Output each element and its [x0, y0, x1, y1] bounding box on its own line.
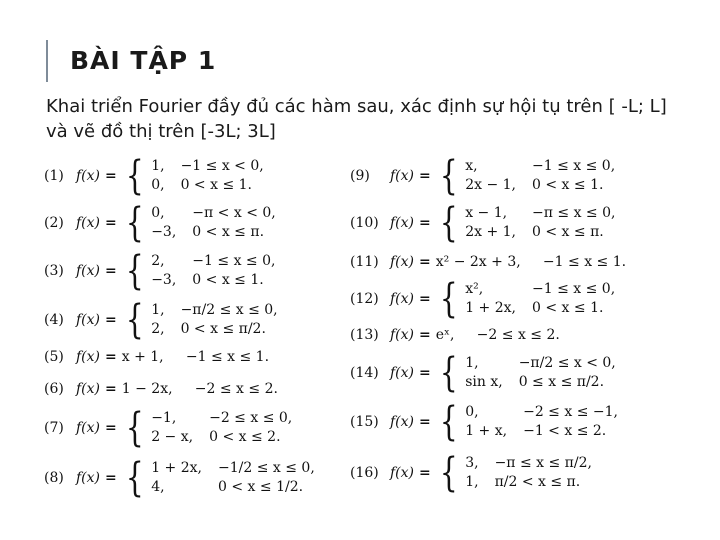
case-expression: 3,: [465, 455, 479, 471]
case-condition: 0 < x ≤ 1/2.: [218, 479, 304, 495]
function-lhs: [390, 465, 436, 481]
single-expression: 1 − 2x, −2 ≤ x ≤ 2.: [121, 381, 278, 397]
function-lhs: [76, 420, 122, 436]
case-expression: 2x − 1,: [465, 177, 516, 193]
case-expression: 2x + 1,: [465, 224, 516, 240]
exercise-item: [44, 403, 374, 453]
case-condition: 0 ≤ x ≤ π/2.: [518, 374, 605, 390]
left-brace-icon: {: [125, 297, 144, 343]
equals-sign: =: [105, 381, 117, 397]
case-condition: −1 ≤ x < 0,: [180, 158, 264, 174]
exercise-number: (6): [44, 381, 64, 397]
exercise-number: (9): [350, 168, 370, 184]
single-expression: eˣ, −2 ≤ x ≤ 2.: [435, 327, 560, 343]
function-lhs: [76, 168, 122, 184]
piecewise-cases: [151, 157, 264, 195]
case-expression: 1,: [465, 474, 479, 490]
case-expression: 2 − x,: [151, 429, 194, 445]
left-brace-icon: {: [439, 399, 458, 445]
exercise-number: (5): [44, 349, 64, 365]
case-expression: x,: [465, 158, 478, 174]
left-brace-icon: {: [439, 450, 458, 496]
function-name: f(x): [76, 381, 101, 397]
exercise-number: (4): [44, 312, 64, 328]
exercise-number: (10): [350, 215, 379, 231]
exercise-number: (7): [44, 420, 64, 436]
equals-sign: =: [105, 168, 117, 184]
left-brace-icon: {: [439, 276, 458, 322]
case-condition: 0 < x ≤ π.: [192, 224, 265, 240]
case-expression: 1,: [465, 355, 479, 371]
exercise-formula: [390, 399, 618, 445]
equals-sign: =: [105, 470, 117, 486]
left-brace-icon: {: [125, 200, 144, 246]
exercise-formula: [390, 450, 592, 496]
case-expression: 1 + 2x,: [151, 460, 202, 476]
case-condition: 0 < x ≤ π.: [532, 224, 604, 240]
case-expression: 2,: [151, 253, 165, 269]
case-expression: −1,: [151, 410, 177, 426]
case-expression: 0,: [151, 177, 165, 193]
function-name: f(x): [76, 420, 101, 436]
case-condition: −1 ≤ x ≤ 0,: [192, 253, 276, 269]
function-name: f(x): [76, 215, 101, 231]
left-brace-icon: {: [439, 200, 458, 246]
exercise-number: (12): [350, 291, 379, 307]
case-condition: −1 ≤ x ≤ 0,: [532, 158, 616, 174]
piecewise-cases: [465, 157, 615, 195]
case-condition: −π ≤ x ≤ π/2,: [494, 455, 592, 471]
function-lhs: [390, 215, 436, 231]
case-expression: 1,: [151, 158, 165, 174]
function-name: f(x): [76, 263, 101, 279]
function-name: f(x): [390, 414, 415, 430]
exercise-item: [350, 151, 680, 201]
case-expression: 0,: [151, 205, 165, 221]
case-expression: 1 + x,: [465, 423, 508, 439]
exercise-item: [44, 246, 374, 296]
case-condition: −1 < x ≤ 2.: [523, 423, 607, 439]
case-condition: −1 ≤ x ≤ 0,: [532, 281, 616, 297]
case-condition: −π/2 ≤ x ≤ 0,: [180, 302, 278, 318]
case-condition: 0 < x ≤ 2.: [209, 429, 281, 445]
exercise-item: [44, 151, 374, 201]
exercise-instructions: Khai triển Fourier đầy đủ các hàm sau, xác định sự hội tụ trên [ -L; L] và vẽ đồ thị trên [-3L; 3L]: [46, 96, 667, 142]
case-condition: 0 < x ≤ 1.: [180, 177, 252, 193]
case-expression: 2,: [151, 321, 165, 337]
function-lhs: [390, 291, 436, 307]
case-expression: x − 1,: [465, 205, 508, 221]
exercise-formula: [390, 350, 616, 396]
equals-sign: =: [419, 215, 431, 231]
exercise-item: [44, 198, 374, 248]
exercise-item: [44, 453, 374, 503]
piecewise-cases: [151, 459, 315, 497]
left-brace-icon: {: [439, 153, 458, 199]
exercise-formula: [76, 248, 276, 294]
exercise-number: (1): [44, 168, 64, 184]
equals-sign: =: [105, 215, 117, 231]
piecewise-cases: [151, 204, 276, 242]
function-name: f(x): [390, 327, 415, 343]
case-expression: −3,: [151, 224, 177, 240]
page-title: BÀI TẬP 1: [70, 46, 217, 75]
function-name: f(x): [390, 465, 415, 481]
function-lhs: [76, 215, 122, 231]
piecewise-cases: [151, 409, 292, 447]
function-name: f(x): [76, 349, 101, 365]
title-accent-bar: [46, 40, 48, 82]
equals-sign: =: [419, 365, 431, 381]
piecewise-cases: [465, 403, 618, 441]
function-name: f(x): [76, 168, 101, 184]
single-expression: x² − 2x + 3, −1 ≤ x ≤ 1.: [435, 254, 627, 270]
exercise-number: (13): [350, 327, 379, 343]
function-lhs: [76, 312, 122, 328]
function-name: f(x): [390, 215, 415, 231]
function-name: f(x): [390, 168, 415, 184]
case-expression: 4,: [151, 479, 165, 495]
exercise-item: [350, 448, 680, 498]
case-condition: −1/2 ≤ x ≤ 0,: [218, 460, 315, 476]
function-name: f(x): [390, 365, 415, 381]
exercise-formula: [76, 455, 315, 501]
case-condition: −2 ≤ x ≤ −1,: [523, 404, 618, 420]
function-name: f(x): [390, 291, 415, 307]
function-lhs: [76, 349, 122, 365]
function-lhs: [76, 470, 122, 486]
exercise-item: [350, 397, 680, 447]
case-condition: −π/2 ≤ x < 0,: [518, 355, 616, 371]
function-name: f(x): [390, 254, 415, 270]
equals-sign: =: [105, 263, 117, 279]
exercise-formula: [76, 200, 276, 246]
exercise-formula: [390, 254, 626, 270]
function-lhs: [76, 381, 122, 397]
case-condition: 0 < x ≤ 1.: [532, 177, 604, 193]
left-brace-icon: {: [125, 405, 144, 451]
case-expression: x²,: [465, 281, 484, 297]
case-condition: −π < x < 0,: [192, 205, 276, 221]
exercise-number: (14): [350, 365, 379, 381]
exercise-formula: [76, 405, 293, 451]
case-condition: 0 < x ≤ π/2.: [180, 321, 266, 337]
case-expression: 1,: [151, 302, 165, 318]
function-name: f(x): [76, 312, 101, 328]
exercise-formula: [76, 153, 264, 199]
case-condition: −π ≤ x ≤ 0,: [532, 205, 616, 221]
function-lhs: [390, 414, 436, 430]
exercise-item: [350, 348, 680, 398]
equals-sign: =: [105, 312, 117, 328]
equals-sign: =: [419, 327, 431, 343]
equals-sign: =: [419, 414, 431, 430]
case-expression: −3,: [151, 272, 177, 288]
piecewise-cases: [465, 454, 592, 492]
single-expression: x + 1, −1 ≤ x ≤ 1.: [121, 349, 270, 365]
case-condition: π/2 < x ≤ π.: [494, 474, 581, 490]
case-condition: 0 < x ≤ 1.: [192, 272, 264, 288]
case-expression: 1 + 2x,: [465, 300, 516, 316]
exercise-formula: [390, 153, 616, 199]
case-condition: −2 ≤ x ≤ 0,: [209, 410, 293, 426]
exercise-number: (3): [44, 263, 64, 279]
case-expression: sin x,: [465, 374, 503, 390]
left-brace-icon: {: [125, 455, 144, 501]
function-lhs: [390, 168, 436, 184]
case-expression: 0,: [465, 404, 479, 420]
exercise-number: (11): [350, 254, 379, 270]
exercise-number: (16): [350, 465, 379, 481]
function-lhs: [390, 254, 436, 270]
function-lhs: [390, 365, 436, 381]
equals-sign: =: [105, 420, 117, 436]
left-brace-icon: {: [125, 153, 144, 199]
function-lhs: [390, 327, 436, 343]
exercise-formula: [390, 327, 560, 343]
exercise-number: (2): [44, 215, 64, 231]
left-brace-icon: {: [125, 248, 144, 294]
equals-sign: =: [419, 465, 431, 481]
equals-sign: =: [419, 254, 431, 270]
exercise-formula: [76, 349, 269, 365]
piecewise-cases: [151, 252, 275, 290]
function-lhs: [76, 263, 122, 279]
left-brace-icon: {: [439, 350, 458, 396]
piecewise-cases: [465, 354, 616, 392]
exercise-number: (15): [350, 414, 379, 430]
equals-sign: =: [419, 168, 431, 184]
exercise-number: (8): [44, 470, 64, 486]
equals-sign: =: [419, 291, 431, 307]
equals-sign: =: [105, 349, 117, 365]
case-condition: 0 < x ≤ 1.: [532, 300, 604, 316]
exercise-formula: [76, 381, 278, 397]
function-name: f(x): [76, 470, 101, 486]
